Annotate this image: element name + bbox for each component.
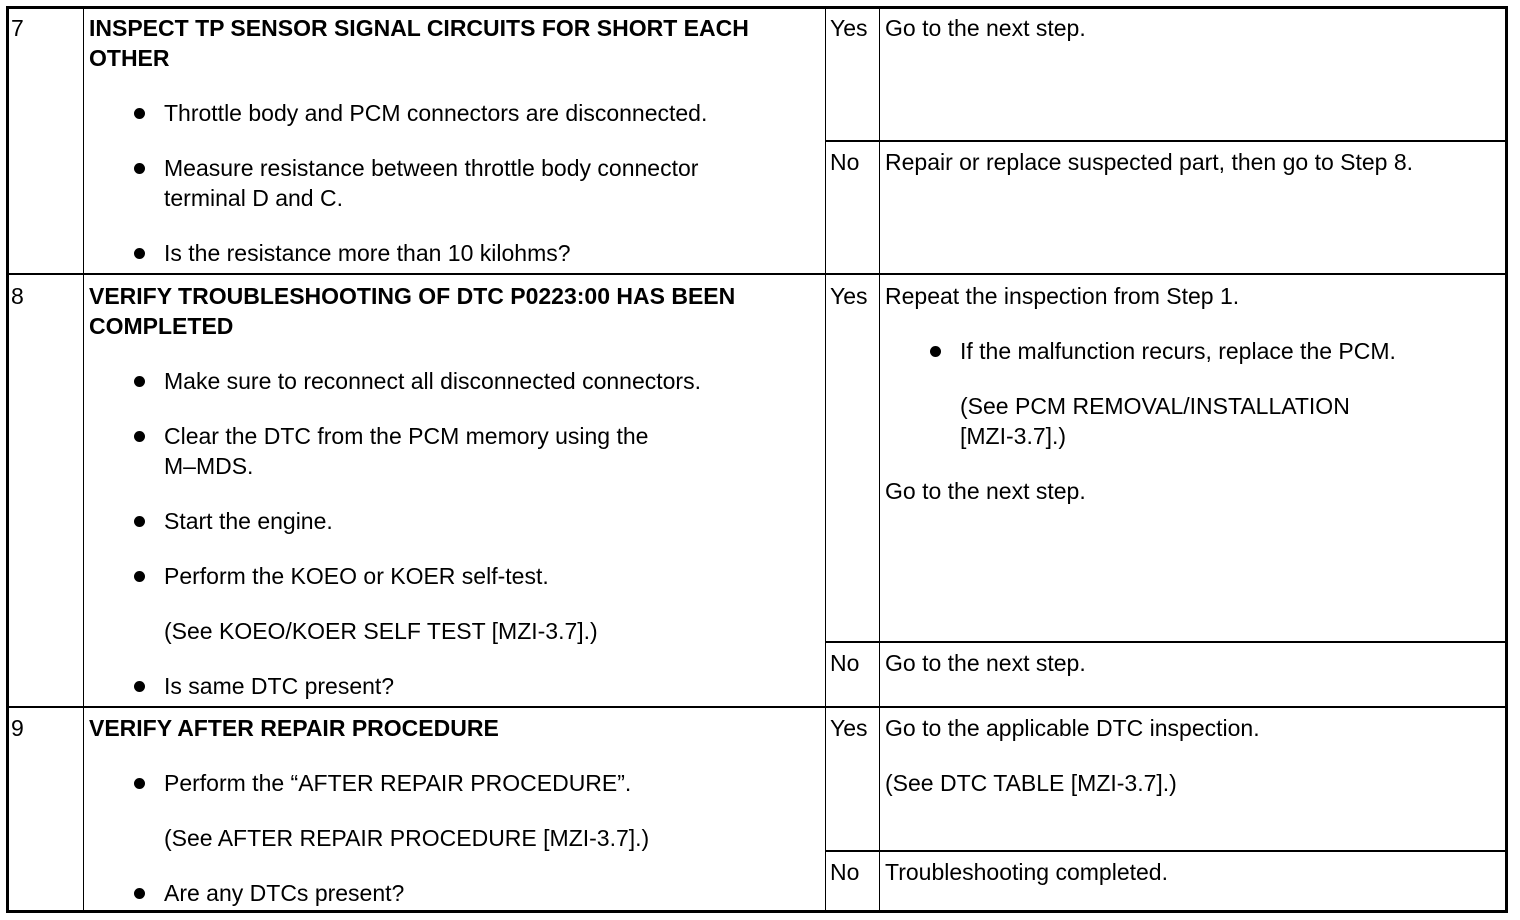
step-item: Is the resistance more than 10 kilohms?: [164, 240, 571, 266]
row-divider: [9, 706, 1505, 708]
no-action: Repair or replace suspected part, then go to Step 8.: [885, 149, 1414, 175]
step-item: terminal D and C.: [164, 185, 343, 211]
col-divider: [83, 9, 84, 910]
reference-note: (See PCM REMOVAL/INSTALLATION: [960, 393, 1350, 419]
yes-label: Yes: [830, 15, 868, 41]
bullet-icon: [134, 778, 145, 789]
step-number: 9: [11, 715, 24, 741]
reference-note: (See AFTER REPAIR PROCEDURE [MZI-3.7].): [164, 825, 650, 851]
bullet-icon: [134, 571, 145, 582]
bullet-icon: [930, 346, 941, 357]
col-divider: [879, 9, 880, 910]
reference-note: (See DTC TABLE [MZI-3.7].): [885, 770, 1177, 796]
step-item: Is same DTC present?: [164, 673, 395, 699]
yes-no-divider: [825, 641, 1505, 643]
no-label: No: [830, 650, 860, 676]
troubleshooting-table: [6, 6, 1508, 913]
step-title: INSPECT TP SENSOR SIGNAL CIRCUITS FOR SHORT EACH: [89, 15, 749, 41]
bullet-icon: [134, 248, 145, 259]
yes-action: Go to the next step.: [885, 478, 1086, 504]
no-label: No: [830, 149, 860, 175]
reference-note: (See KOEO/KOER SELF TEST [MZI-3.7].): [164, 618, 598, 644]
bullet-icon: [134, 163, 145, 174]
yes-no-divider: [825, 850, 1505, 852]
step-title: VERIFY TROUBLESHOOTING OF DTC P0223:00 HAS BEEN: [89, 283, 736, 309]
yes-action: Go to the next step.: [885, 15, 1086, 41]
bullet-icon: [134, 888, 145, 899]
no-action: Go to the next step.: [885, 650, 1086, 676]
bullet-icon: [134, 431, 145, 442]
step-item: Are any DTCs present?: [164, 880, 405, 906]
yes-action: Repeat the inspection from Step 1.: [885, 283, 1240, 309]
step-title: VERIFY AFTER REPAIR PROCEDURE: [89, 715, 499, 741]
reference-note: [MZI-3.7].): [960, 423, 1067, 449]
step-item: Make sure to reconnect all disconnected connectors.: [164, 368, 701, 394]
row-divider: [9, 273, 1505, 275]
yes-action-item: If the malfunction recurs, replace the PCM.: [960, 338, 1396, 364]
yes-no-divider: [825, 140, 1505, 142]
step-title: COMPLETED: [89, 313, 234, 339]
step-number: 7: [11, 15, 24, 41]
step-item: Perform the “AFTER REPAIR PROCEDURE”.: [164, 770, 632, 796]
step-title: OTHER: [89, 45, 170, 71]
col-divider: [825, 9, 826, 910]
no-label: No: [830, 859, 860, 885]
yes-label: Yes: [830, 715, 868, 741]
bullet-icon: [134, 376, 145, 387]
step-item: Start the engine.: [164, 508, 333, 534]
bullet-icon: [134, 108, 145, 119]
no-action: Troubleshooting completed.: [885, 859, 1168, 885]
step-number: 8: [11, 283, 24, 309]
yes-action: Go to the applicable DTC inspection.: [885, 715, 1260, 741]
bullet-icon: [134, 516, 145, 527]
bullet-icon: [134, 681, 145, 692]
step-item: Measure resistance between throttle body connector: [164, 155, 699, 181]
step-item: Perform the KOEO or KOER self-test.: [164, 563, 549, 589]
step-item: Throttle body and PCM connectors are disconnected.: [164, 100, 708, 126]
step-item: M–MDS.: [164, 453, 254, 479]
yes-label: Yes: [830, 283, 868, 309]
step-item: Clear the DTC from the PCM memory using the: [164, 423, 649, 449]
